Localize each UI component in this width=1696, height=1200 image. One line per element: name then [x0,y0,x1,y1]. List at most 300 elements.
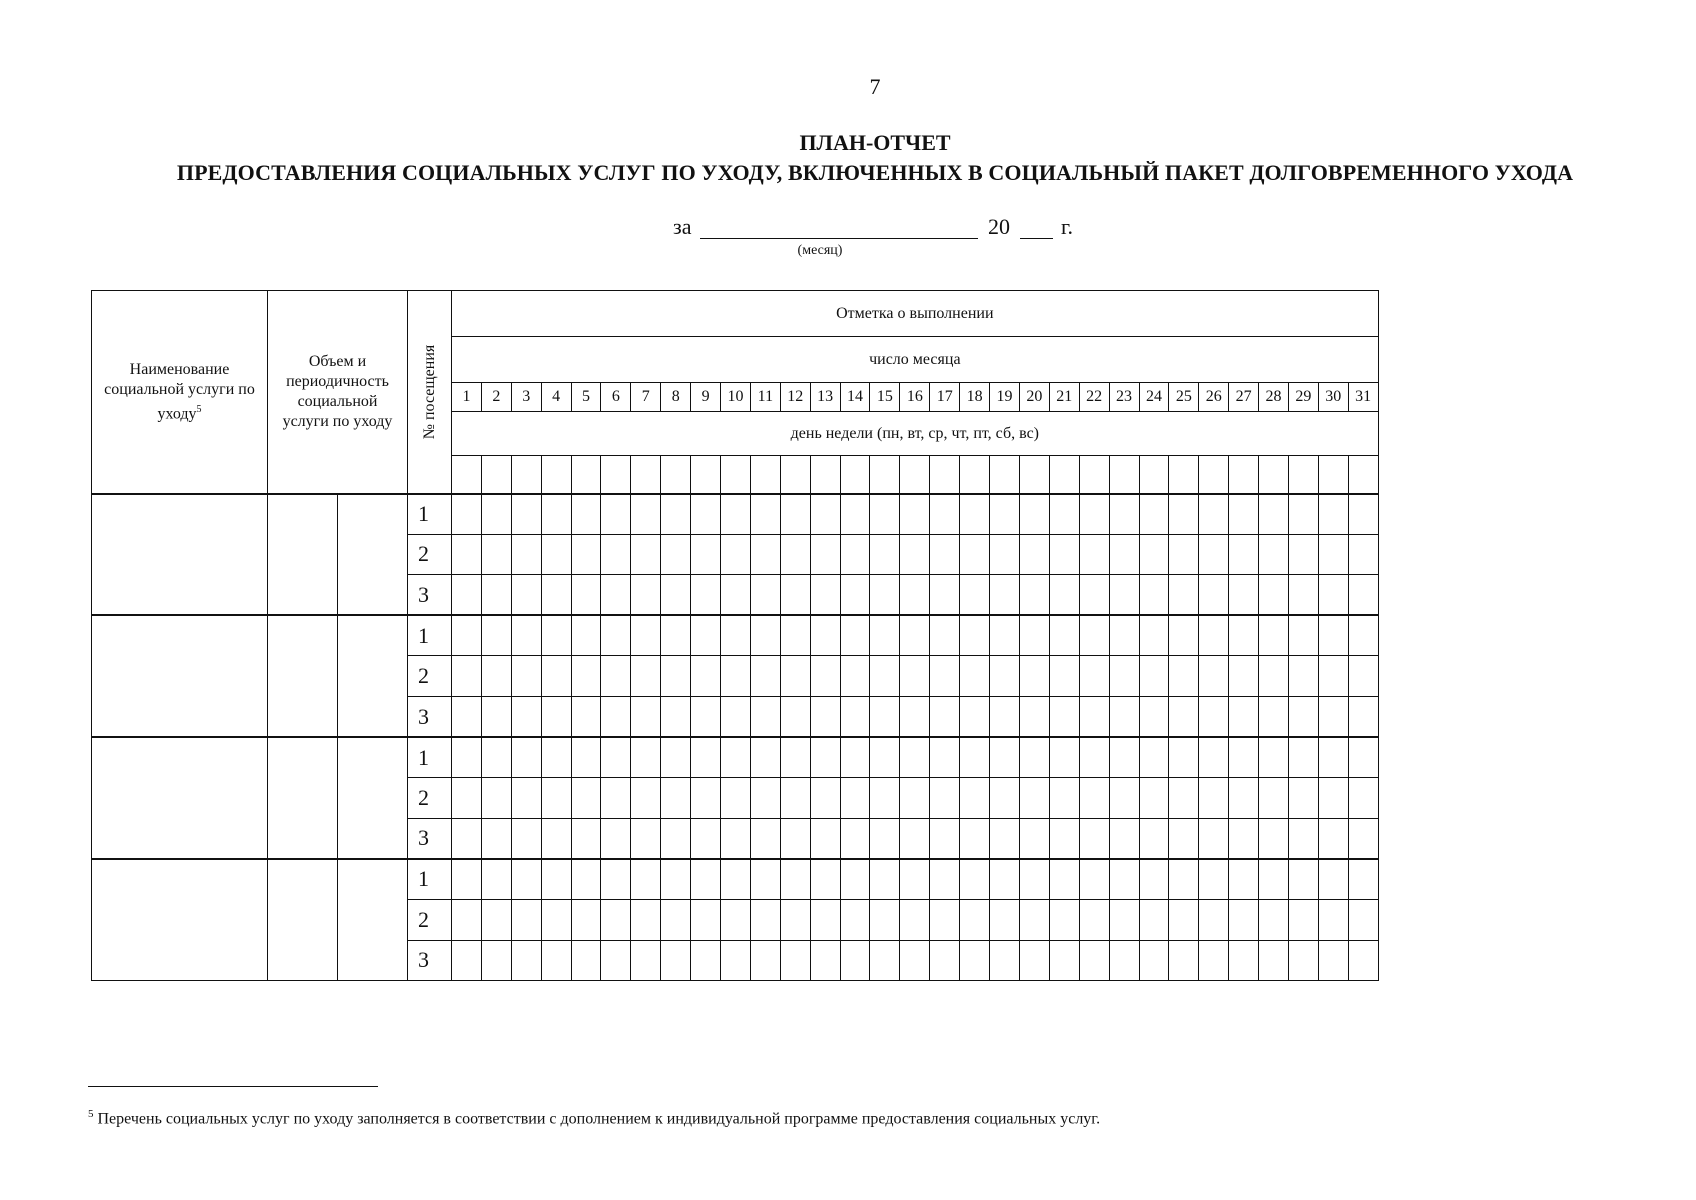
day-mark-cell[interactable] [1169,818,1199,859]
day-mark-cell[interactable] [1259,656,1289,697]
day-mark-cell[interactable] [511,899,541,940]
day-mark-cell[interactable] [810,940,840,981]
day-mark-cell[interactable] [721,615,751,656]
day-mark-cell[interactable] [661,778,691,819]
day-mark-cell[interactable] [1318,899,1348,940]
day-mark-cell[interactable] [900,940,930,981]
day-mark-cell[interactable] [601,818,631,859]
day-mark-cell[interactable] [481,818,511,859]
volume-cell[interactable] [268,737,338,859]
day-mark-cell[interactable] [930,534,960,575]
weekday-entry-cell[interactable] [750,456,780,494]
month-blank-field[interactable] [700,238,978,239]
day-mark-cell[interactable] [481,494,511,535]
day-mark-cell[interactable] [601,534,631,575]
day-mark-cell[interactable] [1139,534,1169,575]
day-mark-cell[interactable] [750,615,780,656]
day-mark-cell[interactable] [1318,818,1348,859]
day-mark-cell[interactable] [1139,940,1169,981]
day-mark-cell[interactable] [511,818,541,859]
day-mark-cell[interactable] [930,940,960,981]
day-mark-cell[interactable] [571,778,601,819]
day-mark-cell[interactable] [1259,940,1289,981]
day-mark-cell[interactable] [780,859,810,900]
day-mark-cell[interactable] [452,534,482,575]
day-mark-cell[interactable] [1079,494,1109,535]
day-mark-cell[interactable] [661,656,691,697]
day-mark-cell[interactable] [1288,656,1318,697]
day-mark-cell[interactable] [691,940,721,981]
day-mark-cell[interactable] [1318,696,1348,737]
day-mark-cell[interactable] [750,940,780,981]
day-mark-cell[interactable] [1229,818,1259,859]
day-mark-cell[interactable] [1318,575,1348,616]
day-mark-cell[interactable] [810,737,840,778]
day-mark-cell[interactable] [810,859,840,900]
day-mark-cell[interactable] [900,575,930,616]
day-mark-cell[interactable] [840,494,870,535]
day-mark-cell[interactable] [1019,899,1049,940]
day-mark-cell[interactable] [930,696,960,737]
day-mark-cell[interactable] [1288,494,1318,535]
day-mark-cell[interactable] [900,615,930,656]
day-mark-cell[interactable] [750,534,780,575]
day-mark-cell[interactable] [511,656,541,697]
day-mark-cell[interactable] [960,656,990,697]
day-mark-cell[interactable] [1169,494,1199,535]
day-mark-cell[interactable] [1288,778,1318,819]
day-mark-cell[interactable] [1019,575,1049,616]
day-mark-cell[interactable] [601,899,631,940]
day-mark-cell[interactable] [481,778,511,819]
day-mark-cell[interactable] [780,534,810,575]
day-mark-cell[interactable] [1139,899,1169,940]
day-mark-cell[interactable] [452,737,482,778]
day-mark-cell[interactable] [541,575,571,616]
day-mark-cell[interactable] [541,656,571,697]
day-mark-cell[interactable] [1199,940,1229,981]
day-mark-cell[interactable] [481,737,511,778]
day-mark-cell[interactable] [661,615,691,656]
day-mark-cell[interactable] [1348,899,1378,940]
day-mark-cell[interactable] [481,575,511,616]
day-mark-cell[interactable] [631,899,661,940]
service-name-cell[interactable] [92,615,268,737]
periodicity-cell[interactable] [338,615,408,737]
day-mark-cell[interactable] [601,575,631,616]
day-mark-cell[interactable] [1288,940,1318,981]
day-mark-cell[interactable] [1079,656,1109,697]
day-mark-cell[interactable] [960,575,990,616]
day-mark-cell[interactable] [1019,615,1049,656]
day-mark-cell[interactable] [691,696,721,737]
day-mark-cell[interactable] [750,494,780,535]
volume-cell[interactable] [268,494,338,616]
day-mark-cell[interactable] [571,859,601,900]
day-mark-cell[interactable] [990,575,1020,616]
day-mark-cell[interactable] [452,818,482,859]
day-mark-cell[interactable] [511,737,541,778]
day-mark-cell[interactable] [1199,656,1229,697]
weekday-entry-cell[interactable] [840,456,870,494]
day-mark-cell[interactable] [1229,940,1259,981]
day-mark-cell[interactable] [1169,899,1199,940]
day-mark-cell[interactable] [1169,940,1199,981]
day-mark-cell[interactable] [1079,818,1109,859]
day-mark-cell[interactable] [601,696,631,737]
day-mark-cell[interactable] [1079,940,1109,981]
day-mark-cell[interactable] [1288,696,1318,737]
day-mark-cell[interactable] [900,899,930,940]
day-mark-cell[interactable] [750,818,780,859]
day-mark-cell[interactable] [840,737,870,778]
day-mark-cell[interactable] [810,534,840,575]
day-mark-cell[interactable] [780,494,810,535]
day-mark-cell[interactable] [1049,859,1079,900]
day-mark-cell[interactable] [541,859,571,900]
day-mark-cell[interactable] [960,859,990,900]
weekday-entry-cell[interactable] [870,456,900,494]
day-mark-cell[interactable] [900,737,930,778]
day-mark-cell[interactable] [870,534,900,575]
day-mark-cell[interactable] [541,737,571,778]
day-mark-cell[interactable] [721,534,751,575]
day-mark-cell[interactable] [1259,737,1289,778]
day-mark-cell[interactable] [780,696,810,737]
day-mark-cell[interactable] [481,899,511,940]
day-mark-cell[interactable] [990,940,1020,981]
day-mark-cell[interactable] [631,940,661,981]
weekday-entry-cell[interactable] [900,456,930,494]
day-mark-cell[interactable] [691,494,721,535]
day-mark-cell[interactable] [452,899,482,940]
day-mark-cell[interactable] [1318,534,1348,575]
day-mark-cell[interactable] [1199,737,1229,778]
day-mark-cell[interactable] [511,575,541,616]
weekday-entry-cell[interactable] [1199,456,1229,494]
day-mark-cell[interactable] [1199,778,1229,819]
day-mark-cell[interactable] [750,737,780,778]
day-mark-cell[interactable] [1199,899,1229,940]
day-mark-cell[interactable] [721,859,751,900]
day-mark-cell[interactable] [780,940,810,981]
day-mark-cell[interactable] [1259,899,1289,940]
day-mark-cell[interactable] [960,818,990,859]
day-mark-cell[interactable] [930,818,960,859]
day-mark-cell[interactable] [1318,940,1348,981]
day-mark-cell[interactable] [840,575,870,616]
day-mark-cell[interactable] [541,696,571,737]
day-mark-cell[interactable] [1318,778,1348,819]
day-mark-cell[interactable] [750,778,780,819]
day-mark-cell[interactable] [1259,615,1289,656]
year-blank-field[interactable] [1020,238,1053,239]
day-mark-cell[interactable] [870,859,900,900]
day-mark-cell[interactable] [631,818,661,859]
day-mark-cell[interactable] [721,696,751,737]
day-mark-cell[interactable] [1139,656,1169,697]
day-mark-cell[interactable] [1318,494,1348,535]
day-mark-cell[interactable] [840,899,870,940]
day-mark-cell[interactable] [721,656,751,697]
day-mark-cell[interactable] [1229,778,1259,819]
day-mark-cell[interactable] [930,656,960,697]
day-mark-cell[interactable] [452,656,482,697]
day-mark-cell[interactable] [631,534,661,575]
day-mark-cell[interactable] [960,737,990,778]
day-mark-cell[interactable] [1288,818,1318,859]
day-mark-cell[interactable] [1229,737,1259,778]
day-mark-cell[interactable] [1259,859,1289,900]
day-mark-cell[interactable] [1259,778,1289,819]
day-mark-cell[interactable] [1229,859,1259,900]
day-mark-cell[interactable] [1199,575,1229,616]
day-mark-cell[interactable] [631,859,661,900]
day-mark-cell[interactable] [452,696,482,737]
day-mark-cell[interactable] [780,737,810,778]
day-mark-cell[interactable] [1139,575,1169,616]
day-mark-cell[interactable] [780,656,810,697]
day-mark-cell[interactable] [870,737,900,778]
day-mark-cell[interactable] [930,575,960,616]
day-mark-cell[interactable] [541,615,571,656]
day-mark-cell[interactable] [1169,778,1199,819]
day-mark-cell[interactable] [511,696,541,737]
service-name-cell[interactable] [92,494,268,616]
weekday-entry-cell[interactable] [1318,456,1348,494]
day-mark-cell[interactable] [1199,534,1229,575]
day-mark-cell[interactable] [930,859,960,900]
day-mark-cell[interactable] [870,778,900,819]
weekday-entry-cell[interactable] [481,456,511,494]
day-mark-cell[interactable] [1049,940,1079,981]
day-mark-cell[interactable] [571,615,601,656]
day-mark-cell[interactable] [661,575,691,616]
day-mark-cell[interactable] [870,899,900,940]
day-mark-cell[interactable] [1139,859,1169,900]
day-mark-cell[interactable] [1079,575,1109,616]
weekday-entry-cell[interactable] [1288,456,1318,494]
periodicity-cell[interactable] [338,737,408,859]
day-mark-cell[interactable] [541,534,571,575]
day-mark-cell[interactable] [1259,494,1289,535]
weekday-entry-cell[interactable] [541,456,571,494]
day-mark-cell[interactable] [1229,899,1259,940]
day-mark-cell[interactable] [631,737,661,778]
day-mark-cell[interactable] [900,656,930,697]
day-mark-cell[interactable] [481,940,511,981]
day-mark-cell[interactable] [870,940,900,981]
day-mark-cell[interactable] [1049,899,1079,940]
day-mark-cell[interactable] [721,737,751,778]
day-mark-cell[interactable] [1019,696,1049,737]
periodicity-cell[interactable] [338,494,408,616]
day-mark-cell[interactable] [1019,778,1049,819]
day-mark-cell[interactable] [810,818,840,859]
day-mark-cell[interactable] [452,494,482,535]
day-mark-cell[interactable] [990,899,1020,940]
day-mark-cell[interactable] [571,656,601,697]
day-mark-cell[interactable] [1259,696,1289,737]
day-mark-cell[interactable] [1079,737,1109,778]
day-mark-cell[interactable] [601,615,631,656]
day-mark-cell[interactable] [1229,494,1259,535]
day-mark-cell[interactable] [541,899,571,940]
day-mark-cell[interactable] [840,534,870,575]
day-mark-cell[interactable] [1348,534,1378,575]
day-mark-cell[interactable] [1109,899,1139,940]
day-mark-cell[interactable] [990,696,1020,737]
day-mark-cell[interactable] [452,575,482,616]
day-mark-cell[interactable] [541,778,571,819]
day-mark-cell[interactable] [631,656,661,697]
day-mark-cell[interactable] [1019,656,1049,697]
day-mark-cell[interactable] [691,899,721,940]
weekday-entry-cell[interactable] [780,456,810,494]
day-mark-cell[interactable] [601,940,631,981]
day-mark-cell[interactable] [960,615,990,656]
day-mark-cell[interactable] [721,494,751,535]
day-mark-cell[interactable] [1139,818,1169,859]
day-mark-cell[interactable] [571,940,601,981]
day-mark-cell[interactable] [1049,615,1079,656]
day-mark-cell[interactable] [900,494,930,535]
day-mark-cell[interactable] [1318,656,1348,697]
day-mark-cell[interactable] [960,778,990,819]
volume-cell[interactable] [268,615,338,737]
day-mark-cell[interactable] [1169,696,1199,737]
day-mark-cell[interactable] [541,494,571,535]
day-mark-cell[interactable] [1109,656,1139,697]
day-mark-cell[interactable] [1259,818,1289,859]
day-mark-cell[interactable] [601,737,631,778]
day-mark-cell[interactable] [870,656,900,697]
day-mark-cell[interactable] [780,899,810,940]
day-mark-cell[interactable] [721,778,751,819]
day-mark-cell[interactable] [840,696,870,737]
weekday-entry-cell[interactable] [1019,456,1049,494]
day-mark-cell[interactable] [631,575,661,616]
day-mark-cell[interactable] [1229,656,1259,697]
day-mark-cell[interactable] [571,494,601,535]
day-mark-cell[interactable] [1169,575,1199,616]
day-mark-cell[interactable] [1348,818,1378,859]
day-mark-cell[interactable] [481,534,511,575]
day-mark-cell[interactable] [930,494,960,535]
day-mark-cell[interactable] [1288,534,1318,575]
day-mark-cell[interactable] [661,737,691,778]
day-mark-cell[interactable] [810,575,840,616]
day-mark-cell[interactable] [661,859,691,900]
day-mark-cell[interactable] [1019,859,1049,900]
day-mark-cell[interactable] [1049,737,1079,778]
day-mark-cell[interactable] [810,656,840,697]
day-mark-cell[interactable] [481,696,511,737]
day-mark-cell[interactable] [1199,859,1229,900]
day-mark-cell[interactable] [1049,534,1079,575]
day-mark-cell[interactable] [1109,494,1139,535]
periodicity-cell[interactable] [338,859,408,981]
weekday-entry-cell[interactable] [1109,456,1139,494]
weekday-entry-cell[interactable] [1169,456,1199,494]
day-mark-cell[interactable] [1348,575,1378,616]
day-mark-cell[interactable] [721,899,751,940]
day-mark-cell[interactable] [810,494,840,535]
day-mark-cell[interactable] [1169,859,1199,900]
day-mark-cell[interactable] [960,534,990,575]
day-mark-cell[interactable] [691,818,721,859]
day-mark-cell[interactable] [601,859,631,900]
day-mark-cell[interactable] [990,656,1020,697]
day-mark-cell[interactable] [601,656,631,697]
day-mark-cell[interactable] [1169,737,1199,778]
day-mark-cell[interactable] [1229,575,1259,616]
day-mark-cell[interactable] [1049,696,1079,737]
day-mark-cell[interactable] [750,575,780,616]
day-mark-cell[interactable] [840,859,870,900]
day-mark-cell[interactable] [1139,696,1169,737]
service-name-cell[interactable] [92,737,268,859]
day-mark-cell[interactable] [601,778,631,819]
day-mark-cell[interactable] [511,859,541,900]
day-mark-cell[interactable] [1049,818,1079,859]
day-mark-cell[interactable] [780,575,810,616]
day-mark-cell[interactable] [1348,696,1378,737]
day-mark-cell[interactable] [511,494,541,535]
day-mark-cell[interactable] [481,859,511,900]
day-mark-cell[interactable] [452,940,482,981]
weekday-entry-cell[interactable] [601,456,631,494]
weekday-entry-cell[interactable] [721,456,751,494]
day-mark-cell[interactable] [721,818,751,859]
day-mark-cell[interactable] [511,615,541,656]
day-mark-cell[interactable] [1169,656,1199,697]
day-mark-cell[interactable] [1109,778,1139,819]
day-mark-cell[interactable] [691,575,721,616]
day-mark-cell[interactable] [691,656,721,697]
day-mark-cell[interactable] [691,737,721,778]
day-mark-cell[interactable] [990,818,1020,859]
day-mark-cell[interactable] [870,615,900,656]
day-mark-cell[interactable] [960,494,990,535]
day-mark-cell[interactable] [1049,494,1079,535]
day-mark-cell[interactable] [1109,737,1139,778]
day-mark-cell[interactable] [691,615,721,656]
day-mark-cell[interactable] [1019,818,1049,859]
day-mark-cell[interactable] [1318,615,1348,656]
day-mark-cell[interactable] [661,818,691,859]
day-mark-cell[interactable] [870,494,900,535]
day-mark-cell[interactable] [960,899,990,940]
day-mark-cell[interactable] [691,778,721,819]
day-mark-cell[interactable] [1199,494,1229,535]
day-mark-cell[interactable] [571,818,601,859]
day-mark-cell[interactable] [900,818,930,859]
day-mark-cell[interactable] [750,656,780,697]
day-mark-cell[interactable] [511,778,541,819]
day-mark-cell[interactable] [571,696,601,737]
day-mark-cell[interactable] [1348,615,1378,656]
day-mark-cell[interactable] [1109,575,1139,616]
day-mark-cell[interactable] [1139,737,1169,778]
day-mark-cell[interactable] [1109,696,1139,737]
day-mark-cell[interactable] [870,696,900,737]
day-mark-cell[interactable] [1109,940,1139,981]
weekday-entry-cell[interactable] [1229,456,1259,494]
day-mark-cell[interactable] [1139,494,1169,535]
day-mark-cell[interactable] [481,656,511,697]
day-mark-cell[interactable] [1079,899,1109,940]
